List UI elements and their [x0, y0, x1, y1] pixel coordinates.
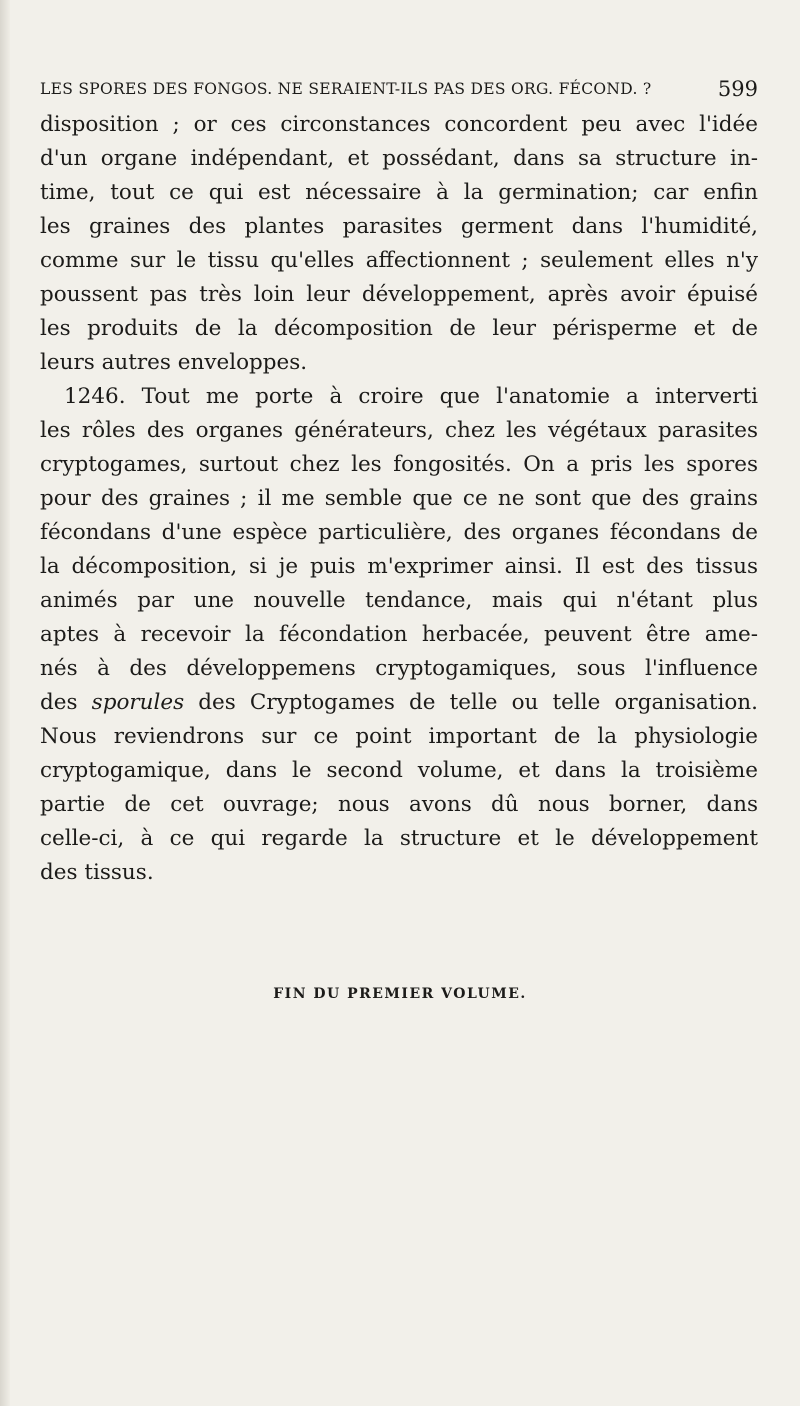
text-line: leurs autres enveloppes.	[40, 350, 308, 375]
text-line: des tissus.	[40, 860, 154, 885]
text-line: disposition ; or ces circonstances concordent peu avec l'idée	[40, 112, 758, 137]
body-text	[40, 108, 758, 890]
text-line: animés par une nouvelle tendance, mais qui n'étant plus	[40, 588, 758, 613]
text-line: partie de cet ouvrage; nous avons dû nous borner, dans	[40, 792, 758, 817]
text-line: les graines des plantes parasites germent dans l'humidité,	[40, 214, 758, 239]
text-line: celle-ci, à ce qui regarde la structure et le développement	[40, 826, 758, 851]
running-head	[40, 74, 758, 104]
end-of-volume-note: FIN DU PREMIER VOLUME.	[273, 986, 527, 1002]
text-line-sporules	[40, 686, 758, 720]
text-line: comme sur le tissu qu'elles affectionnent ; seulement elles n'y	[40, 248, 758, 273]
text-line: nés à des développemens cryptogamiques, sous l'influence	[40, 656, 758, 681]
text-line: les produits de la décomposition de leur périsperme et de	[40, 316, 758, 341]
italic-term: sporules	[91, 690, 185, 715]
paragraph-start-1246: 1246. Tout me porte à croire que l'anatomie a interverti	[64, 384, 758, 409]
text-line: pour des graines ; il me semble que ce ne sont que des grains	[40, 486, 758, 511]
line-suffix: des Cryptogames de telle ou telle organisation.	[184, 690, 758, 715]
text-line: poussent pas très loin leur développement, après avoir épuisé	[40, 282, 758, 307]
text-line: cryptogamique, dans le second volume, et dans la troisième	[40, 758, 758, 783]
running-head-title: LES SPORES DES FONGOS. NE SERAIENT-ILS PAS DES ORG. FÉCOND. ?	[40, 80, 652, 98]
text-line: fécondans d'une espèce particulière, des organes fécondans de	[40, 520, 758, 545]
line-prefix: des	[40, 690, 92, 715]
text-line: aptes à recevoir la fécondation herbacée, peuvent être ame-	[40, 622, 758, 647]
text-line: Nous reviendrons sur ce point important de la physiologie	[40, 724, 758, 749]
text-line: time, tout ce qui est nécessaire à la germination; car enfin	[40, 180, 758, 205]
text-line: d'un organe indépendant, et possédant, dans sa structure in-	[40, 146, 758, 171]
page-number: 599	[717, 77, 758, 101]
page-binding-edge	[0, 0, 10, 1406]
text-line: la décomposition, si je puis m'exprimer ainsi. Il est des tissus	[40, 554, 758, 579]
text-line: les rôles des organes générateurs, chez les végétaux parasites	[40, 418, 758, 443]
text-line: cryptogames, surtout chez les fongosités. On a pris les spores	[40, 452, 758, 477]
